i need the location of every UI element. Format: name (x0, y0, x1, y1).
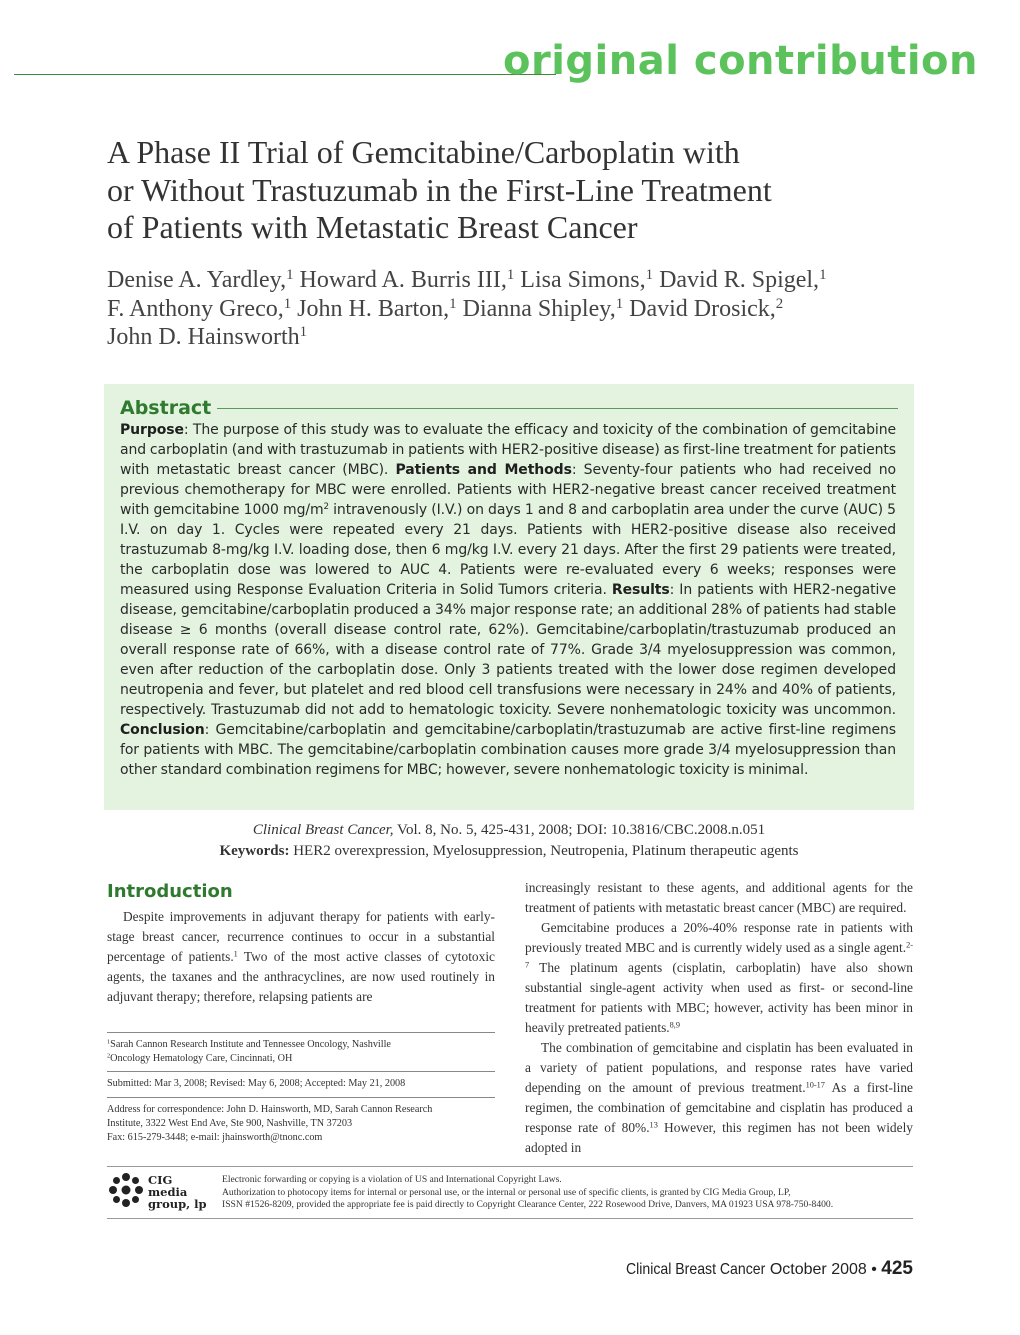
author: Howard A. Burris III, (299, 267, 507, 293)
body-paragraph (525, 878, 913, 918)
affiliation-mark: 1 (615, 295, 624, 312)
keywords: HER2 overexpression, Myelosuppression, Neutropenia, Platinum therapeutic agents (289, 843, 799, 859)
article-title (107, 134, 867, 247)
author: Dianna Shipley, (462, 295, 616, 322)
body-text: increasingly resistant to these agents, and additional agents for the treatment of patients with metastatic breast cancer (MBC) are required. (525, 880, 913, 915)
author: John H. Barton, (297, 295, 450, 322)
copyright-notice (222, 1174, 912, 1212)
page-footer (607, 1258, 913, 1280)
affiliation-mark: 2 (775, 295, 784, 312)
legal-line: Electronic forwarding or copying is a violation of US and International Copyright Laws. (222, 1174, 562, 1185)
body-text: Two of the most active classes of cytotoxic agents, the taxanes and the anthracyclines, are now used routinely in adjuvant therapy; therefore, relapsing patients are (107, 949, 495, 1004)
introduction-heading: Introduction (107, 881, 233, 902)
abstract-heading: Abstract (120, 397, 217, 419)
correspondence-address (107, 1103, 495, 1145)
author: David R. Spigel, (659, 267, 820, 293)
reference-mark: 8,9 (669, 1020, 681, 1030)
abstract-box (104, 384, 914, 810)
logo-text-line: media (148, 1185, 188, 1199)
affiliation-mark: 1 (645, 266, 654, 283)
body-text: Gemcitabine produces a 20%-40% response rate in patients with previously treated MBC and is currently widely used as a single agent. (525, 920, 913, 955)
title-line: of Patients with Metastatic Breast Cancer (107, 209, 638, 245)
right-column (525, 878, 913, 1158)
intro-paragraph (107, 907, 495, 1007)
address-line: Address for correspondence: John D. Hainsworth, MD, Sarah Cannon Research (107, 1104, 433, 1115)
legal-rule (107, 1218, 913, 1219)
body-text: The platinum agents (cisplatin, carboplatin) have also shown substantial single-agent activity when used as first- or second-line treatment for patients with MBC; however, activity has been minor in heavily pretreated patients. (525, 960, 913, 1035)
footnote-rule (107, 1097, 495, 1098)
results-label: Results (611, 582, 670, 598)
section-tag: original contribution (503, 38, 978, 84)
citation-journal: Clinical Breast Cancer, (252, 822, 394, 838)
body-text: The combination of gemcitabine and cisplatin has been evaluated in a variety of patient populations, and response rates have varied depending on the amount of previous treatment. (525, 1040, 913, 1095)
body-text: As a first-line regimen, the combination of gemcitabine and cisplatin has produced a response rate of 80%. (525, 1080, 913, 1135)
legal-rule (107, 1166, 913, 1167)
keywords-label: Keywords: (219, 843, 290, 859)
citation-details: Vol. 8, No. 5, 425-431, 2008; DOI: 10.3816/CBC.2008.n.051 (393, 822, 766, 838)
methods-text: : Seventy-four patients who had received no previous chemotherapy for MBC were enrolled. Patients with HER2-negative breast cancer received treatment with gemcitabine 1000 mg/m (120, 462, 897, 518)
reference-mark: 2-7 (525, 940, 913, 970)
affiliation: Oncology Hematology Care, Cincinnati, OH (110, 1053, 293, 1064)
affiliation: Sarah Cannon Research Institute and Tennessee Oncology, Nashville (110, 1039, 391, 1050)
body-text: Despite improvements in adjuvant therapy for patients with early-stage breast cancer, recurrence continues to occur in a substantial percentage of patients. (107, 909, 495, 964)
abstract-text (120, 420, 896, 780)
abstract-heading-rule (204, 408, 898, 409)
affiliation-mark: 1 (506, 266, 515, 283)
title-line: or Without Trastuzumab in the First-Line Treatment (107, 171, 772, 208)
body-paragraph (525, 1038, 913, 1158)
address-line: Institute, 3322 West End Ave, Ste 900, Nashville, TN 37203 (107, 1118, 353, 1129)
reference-mark: 1 (233, 949, 238, 959)
author: Denise A. Yardley, (107, 267, 287, 293)
superscript: 2 (323, 502, 329, 513)
author: David Drosick, (629, 295, 776, 322)
footer-date: October 2008 (769, 1261, 867, 1278)
conclusion-label: Conclusion (120, 722, 205, 738)
left-column (107, 880, 495, 1007)
body-text: However, this regimen has not been widely adopted in (525, 1120, 913, 1155)
results-text: : In patients with HER2-negative disease, gemcitabine/carboplatin produced a 34% major response rate; an additional 28% of patients had stable disease ≥ 6 months (overall disease control rate, 62%). Gemcitabine/carboplatin/trastuzumab produced an overall response rate of 66%, with a disease control rate of 77%. Grade 3/4 myelosuppression was common, even after reduction of the carboplatin dose. Only 3 patients treated with the lower dose regimen developed neutropenia and fever, but platelet and red blood cell transfusions were necessary in 24% and 40% of patients, respectively. Trastuzumab did not add to hematologic toxicity. Severe nonhematologic toxicity was uncommon. (120, 582, 896, 718)
publisher-logo-text (148, 1174, 207, 1210)
author: F. Anthony Greco, (107, 295, 284, 322)
address-line: Fax: 615-279-3448; e-mail: jhainsworth@tnonc.com (107, 1132, 323, 1143)
purpose-text: : The purpose of this study was to evaluate the efficacy and toxicity of the combination of gemcitabine and carboplatin (and with trastuzumab in patients with HER2-positive disease) as first-line treatment for patients with metastatic breast cancer (MBC). (120, 422, 896, 478)
title-line: A Phase II Trial of Gemcitabine/Carboplatin with (107, 134, 740, 170)
affiliation-mark: 1 (107, 1038, 111, 1046)
author: John D. Hainsworth (107, 324, 300, 350)
affiliation-mark: 1 (449, 295, 457, 312)
footnote-rule (107, 1071, 495, 1072)
footnote-rule (107, 1032, 495, 1033)
header-rule (14, 74, 556, 75)
reference-mark: 13 (649, 1120, 658, 1130)
affiliations (107, 1038, 495, 1066)
affiliation-mark: 2 (107, 1052, 111, 1060)
methods-text-cont: intravenously (I.V.) on days 1 and 8 and carboplatin area under the curve (AUC) 5 I.V. on day 1. Cycles were repeated every 21 days. Patients with HER2-positive disease also received trastuzumab 8-mg/kg I.V. loading dose, then 6 mg/kg I.V. every 21 days. After the first 29 patients were treated, the carboplatin dose was lowered to AUC 4. Patients were re-evaluated every 6 weeks; responses were measured using Response Evaluation Criteria in Solid Tumors criteria. (120, 502, 896, 598)
author-list (107, 266, 907, 352)
legal-line: Authorization to photocopy items for internal or personal use, or the internal or personal use of specific clients, is granted by CIG Media Group, LP, (222, 1186, 791, 1198)
affiliation-mark: 1 (283, 295, 292, 312)
footer-journal: Clinical Breast Cancer (626, 1261, 766, 1278)
conclusion-text: : Gemcitabine/carboplatin and gemcitabine/carboplatin/trastuzumab are active first-line regimens for patients with MBC. The gemcitabine/carboplatin combination causes more grade 3/4 myelosuppression than other standard combination regimens for MBC; however, severe nonhematologic toxicity is minimal. (120, 722, 896, 778)
body-paragraph (525, 918, 913, 1038)
logo-text-line: CIG (148, 1173, 173, 1187)
flower-icon (108, 1172, 144, 1208)
legal-line: ISSN #1526-8209, provided the appropriate fee is paid directly to Copyright Clearance Center, 222 Rosewood Drive, Danvers, MA 01923 USA 978-750-8400. (222, 1199, 834, 1210)
methods-label: Patients and Methods (395, 462, 572, 478)
affiliation-mark: 1 (299, 323, 308, 340)
affiliation-mark: 1 (286, 266, 294, 283)
logo-text-line: group, lp (148, 1197, 207, 1211)
citation-block (104, 820, 914, 862)
publisher-logo (108, 1172, 208, 1214)
affiliation-mark: 1 (819, 266, 827, 283)
author: Lisa Simons, (520, 267, 646, 293)
submission-dates: Submitted: Mar 3, 2008; Revised: May 6, 2008; Accepted: May 21, 2008 (107, 1078, 406, 1089)
purpose-label: Purpose (120, 422, 184, 438)
footer-bullet: • (871, 1261, 877, 1278)
reference-mark: 10-17 (805, 1080, 825, 1090)
page-number: 425 (881, 1258, 913, 1279)
